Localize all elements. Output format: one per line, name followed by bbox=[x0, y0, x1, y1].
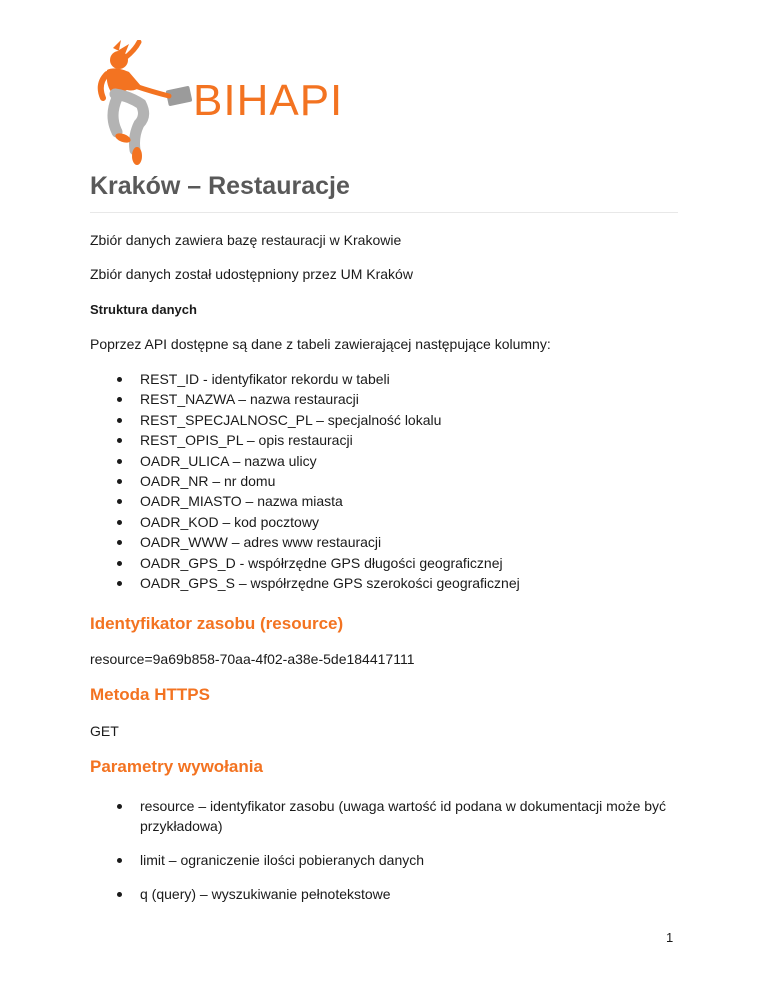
method-value: GET bbox=[90, 723, 119, 739]
params-list bbox=[90, 796, 690, 904]
title-divider bbox=[90, 212, 678, 213]
params-heading: Parametry wywołania bbox=[90, 757, 263, 776]
bullet-icon bbox=[117, 520, 122, 525]
list-item: OADR_GPS_D - współrzędne GPS długości geograficznej bbox=[90, 553, 520, 573]
resource-value: resource=9a69b858-70aa-4f02-a38e-5de184417111 bbox=[90, 651, 415, 667]
columns-list bbox=[90, 369, 520, 593]
list-item: OADR_MIASTO – nazwa miasta bbox=[90, 491, 520, 511]
list-item: REST_SPECJALNOSC_PL – specjalność lokalu bbox=[90, 410, 520, 430]
list-item: REST_ID - identyfikator rekordu w tabeli bbox=[90, 369, 520, 389]
bullet-icon bbox=[117, 581, 122, 586]
list-item: OADR_NR – nr domu bbox=[90, 471, 520, 491]
jumping-figure-icon bbox=[95, 40, 205, 170]
structure-heading: Struktura danych bbox=[90, 302, 197, 317]
bullet-icon bbox=[117, 397, 122, 402]
bullet-icon bbox=[117, 479, 122, 484]
list-item: OADR_GPS_S – współrzędne GPS szerokości geograficznej bbox=[90, 573, 520, 593]
logo-wordmark: BIHAPI bbox=[193, 76, 344, 125]
intro-paragraph-2: Zbiór danych został udostępniony przez UM Kraków bbox=[90, 266, 413, 282]
bullet-icon bbox=[117, 858, 122, 863]
bullet-icon bbox=[117, 540, 122, 545]
page-number: 1 bbox=[666, 930, 674, 945]
list-item: OADR_WWW – adres www restauracji bbox=[90, 532, 520, 552]
structure-intro: Poprzez API dostępne są dane z tabeli zawierającej następujące kolumny: bbox=[90, 336, 551, 352]
method-heading: Metoda HTTPS bbox=[90, 685, 210, 704]
bihapi-logo bbox=[95, 40, 345, 170]
list-item: REST_NAZWA – nazwa restauracji bbox=[90, 389, 520, 409]
bullet-icon bbox=[117, 561, 122, 566]
document-title: Kraków – Restauracje bbox=[90, 172, 350, 200]
list-item: q (query) – wyszukiwanie pełnotekstowe bbox=[90, 884, 690, 904]
intro-paragraph-1: Zbiór danych zawiera bazę restauracji w Krakowie bbox=[90, 232, 402, 248]
bullet-icon bbox=[117, 892, 122, 897]
list-item: resource – identyfikator zasobu (uwaga wartość id podana w dokumentacji może być przykładowa) bbox=[90, 796, 690, 836]
list-item: OADR_ULICA – nazwa ulicy bbox=[90, 451, 520, 471]
list-item: limit – ograniczenie ilości pobieranych danych bbox=[90, 850, 690, 870]
list-item: OADR_KOD – kod pocztowy bbox=[90, 512, 520, 532]
resource-heading: Identyfikator zasobu (resource) bbox=[90, 614, 344, 633]
bullet-icon bbox=[117, 459, 122, 464]
bullet-icon bbox=[117, 418, 122, 423]
list-item: REST_OPIS_PL – opis restauracji bbox=[90, 430, 520, 450]
bullet-icon bbox=[117, 499, 122, 504]
bullet-icon bbox=[117, 804, 122, 809]
bullet-icon bbox=[117, 377, 122, 382]
bullet-icon bbox=[117, 438, 122, 443]
